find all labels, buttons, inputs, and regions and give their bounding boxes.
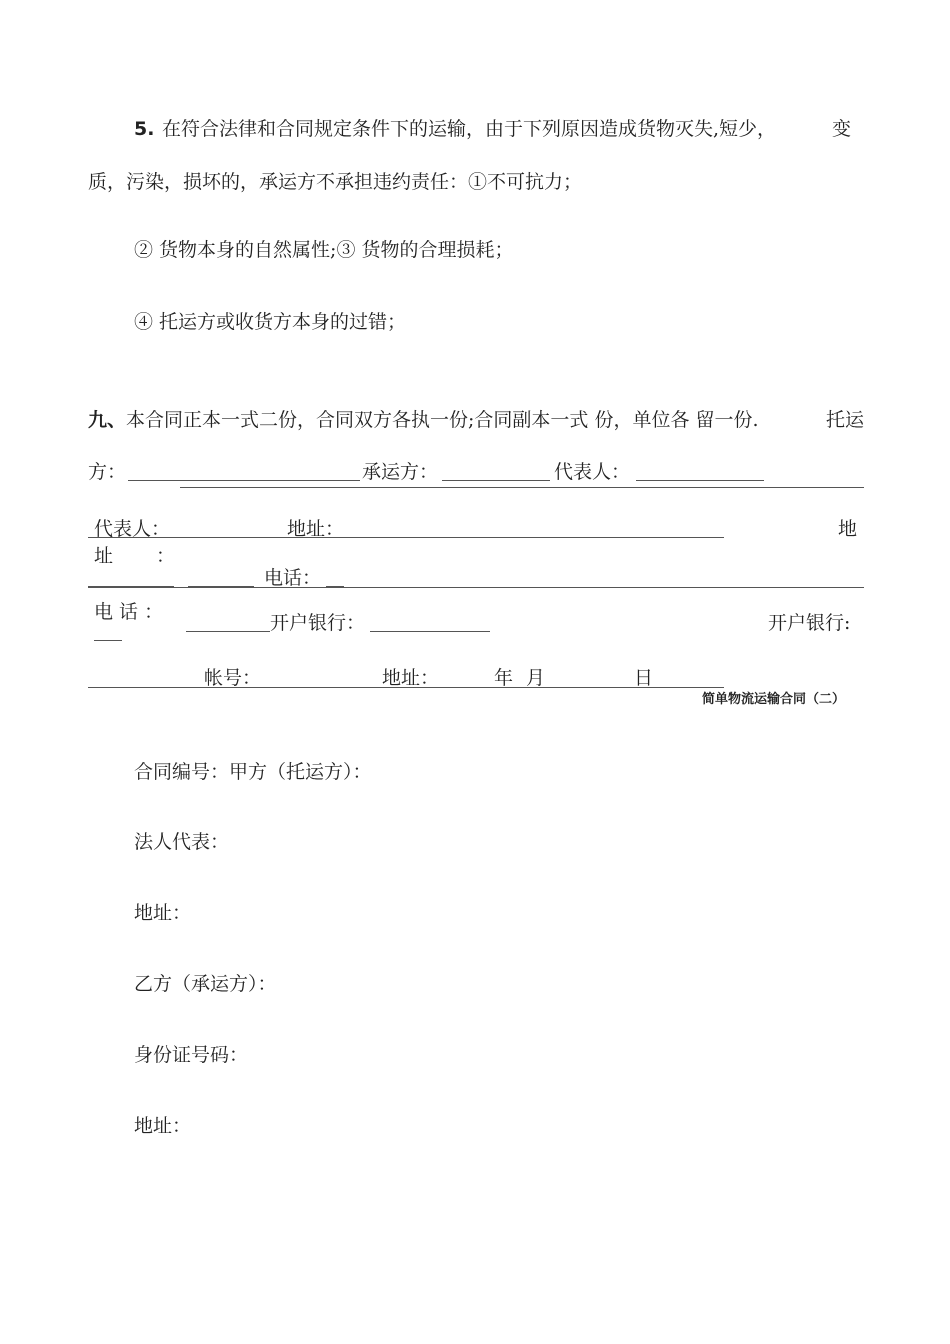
clause5-items-2-3: ② 货物本身的自然属性;③ 货物的合理损耗； (134, 239, 514, 261)
clause5-line1-end: 变 (832, 118, 852, 140)
rep-label-2: 代表人： (94, 518, 171, 540)
account-label: 帐号： (204, 667, 262, 689)
party-b-line: 乙方（承运方）： (134, 973, 277, 995)
day-label: 日 (634, 667, 654, 689)
divider-5 (88, 687, 724, 688)
address-label-1: 地址： (287, 518, 345, 540)
rep-blank-1 (636, 480, 764, 481)
address-label-2: 地址： (382, 667, 440, 689)
party-a-blank (128, 480, 360, 481)
address-right-1: 地 (838, 518, 858, 540)
id-number-line: 身份证号码： (134, 1044, 249, 1066)
legal-rep-line: 法人代表： (134, 831, 230, 853)
phone-blank-d (94, 640, 122, 641)
address-right-2: 址 (94, 545, 114, 567)
bank-blank-pre (186, 631, 270, 632)
carrier-blank (442, 480, 550, 481)
clause5-number: 5. (134, 118, 155, 140)
phone-label-1: 电话： (264, 567, 322, 589)
contract2-heading: 简单物流运输合同（二） (702, 692, 846, 707)
divider-3 (88, 587, 864, 588)
clause5-line2: 质，污染，损坏的，承运方不承担违约责任：①不可抗力； (88, 171, 583, 193)
rep-label-1: 代表人： (554, 461, 631, 483)
clause5-item-4: ④ 托运方或收货方本身的过错； (134, 311, 407, 333)
clause9-text-end: 托运 (826, 409, 865, 431)
carrier-label: 承运方： (362, 461, 439, 483)
phone-label-2: 电 话 ： (94, 601, 164, 623)
bank-label-2: 开户银行: (768, 612, 851, 634)
clause5-line1: 在符合法律和合同规定条件下的运输，由于下列原因造成货物灭失,短少， (162, 118, 777, 140)
contract-number-line: 合同编号：甲方（托运方）： (134, 761, 372, 783)
party-a-label: 方： (88, 461, 127, 483)
bank-blank-1 (370, 631, 490, 632)
clause9-number: 九、 (88, 409, 127, 431)
address-colon: ： (156, 545, 176, 567)
bank-label-1: 开户银行： (270, 612, 366, 634)
address-line-2: 地址： (134, 1115, 192, 1137)
month-label: 月 (526, 667, 546, 689)
divider-2 (88, 537, 724, 538)
divider-1 (180, 487, 864, 488)
address-line-1: 地址： (134, 902, 192, 924)
clause9-text: 本合同正本一式二份，合同双方各执一份;合同副本一式 份，单位各 留一份. (126, 409, 759, 431)
year-label: 年 (494, 667, 514, 689)
